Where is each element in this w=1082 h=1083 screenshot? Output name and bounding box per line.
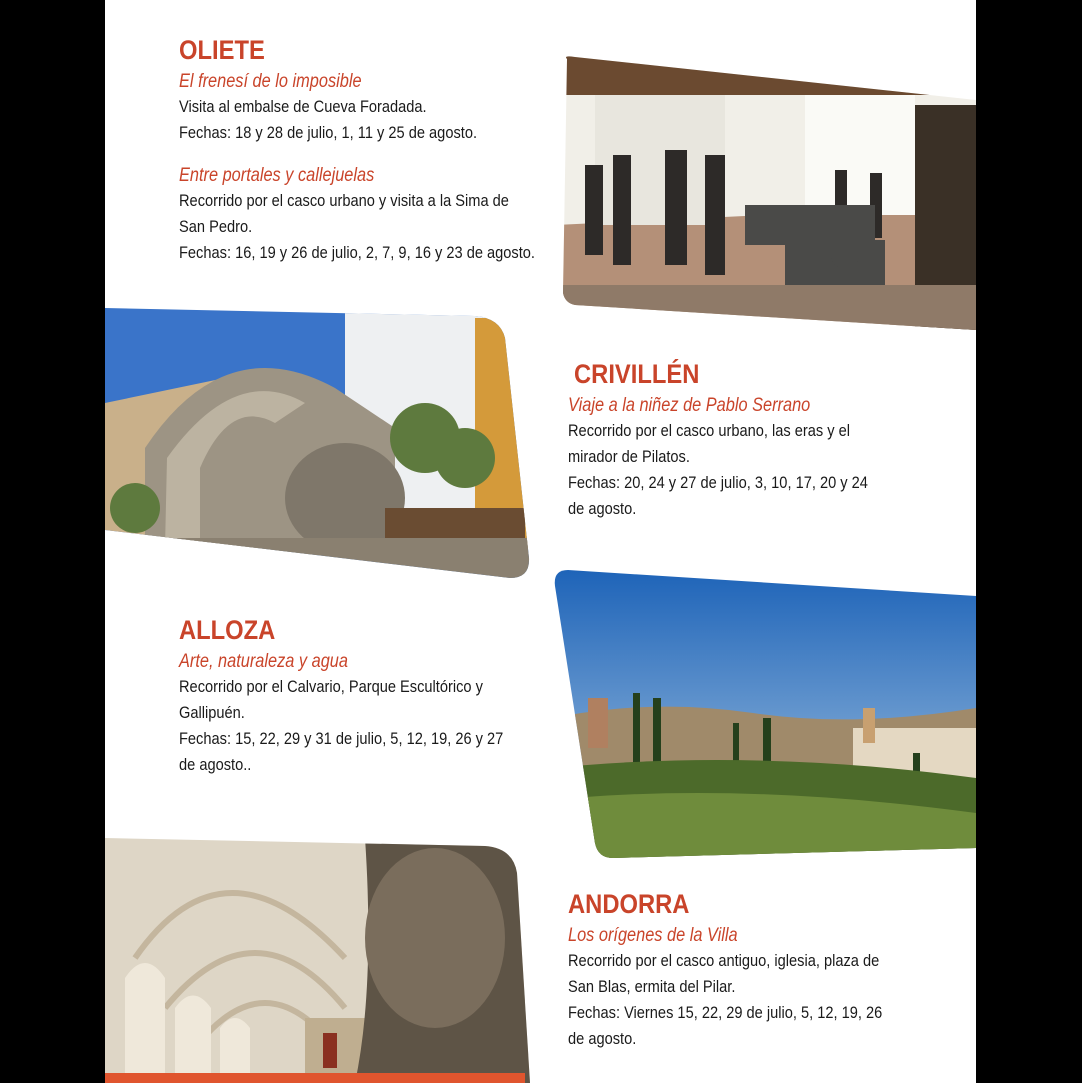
brochure-page (105, 0, 976, 1083)
crivillen-line: Recorrido por el casco urbano, las eras y el (568, 421, 850, 440)
oliete-route2-line: Fechas: 16, 19 y 26 de julio, 2, 7, 9, 16 y 23 de agosto. (179, 243, 535, 262)
crivillen-title: CRIVILLÉN (574, 359, 700, 389)
bottom-accent-bar (105, 1073, 525, 1083)
oliete-route2-line: San Pedro. (179, 217, 253, 236)
alloza-section (179, 614, 556, 778)
alloza-line: de agosto.. (179, 755, 252, 774)
crivillen-section (568, 358, 917, 522)
landscape-photo (553, 568, 976, 858)
museum-photo (555, 55, 976, 333)
andorra-title: ANDORRA (568, 889, 690, 919)
alloza-line: Gallipuén. (179, 703, 245, 722)
alloza-line: Fechas: 15, 22, 29 y 31 de julio, 5, 12, 19, 26 y 27 (179, 729, 504, 748)
andorra-section (568, 888, 933, 1052)
oliete-title: OLIETE (179, 35, 265, 65)
alloza-subtitle: Arte, naturaleza y agua (179, 651, 348, 672)
oliete-section (179, 34, 593, 266)
crivillen-line: mirador de Pilatos. (568, 447, 690, 466)
andorra-line: de agosto. (568, 1029, 637, 1048)
alloza-line: Recorrido por el Calvario, Parque Escultórico y (179, 677, 483, 696)
crivillen-line: Fechas: 20, 24 y 27 de julio, 3, 10, 17, 20 y 24 (568, 473, 868, 492)
andorra-line: San Blas, ermita del Pilar. (568, 977, 736, 996)
vault-photo (105, 838, 530, 1083)
oliete-route2-subtitle: Entre portales y callejuelas (179, 165, 375, 186)
alloza-title: ALLOZA (179, 615, 276, 645)
andorra-line: Recorrido por el casco antiguo, iglesia, plaza de (568, 951, 880, 970)
oliete-route2-line: Recorrido por el casco urbano y visita a la Sima de (179, 191, 509, 210)
oliete-route1-line: Fechas: 18 y 28 de julio, 1, 11 y 25 de agosto. (179, 123, 478, 142)
andorra-subtitle: Los orígenes de la Villa (568, 925, 738, 946)
andorra-line: Fechas: Viernes 15, 22, 29 de julio, 5, 12, 19, 26 (568, 1003, 883, 1022)
arch-photo (105, 308, 530, 580)
oliete-route1-line: Visita al embalse de Cueva Foradada. (179, 97, 427, 116)
crivillen-subtitle: Viaje a la niñez de Pablo Serrano (568, 395, 811, 416)
crivillen-line: de agosto. (568, 499, 637, 518)
oliete-route1-subtitle: El frenesí de lo imposible (179, 71, 362, 92)
